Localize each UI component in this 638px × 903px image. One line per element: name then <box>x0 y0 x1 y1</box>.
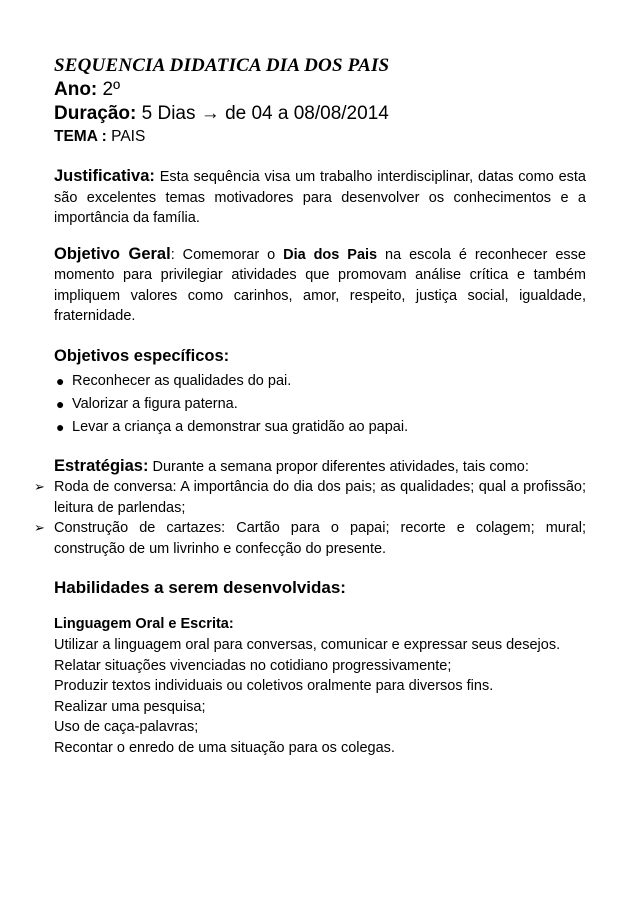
bullet-icon: ● <box>56 372 65 389</box>
ano-line <box>54 78 586 102</box>
estrategias-label: Estratégias: <box>54 456 149 475</box>
ano-label: Ano: <box>54 79 98 100</box>
ano-value: 2º <box>102 79 121 100</box>
habilidades-lines <box>54 635 586 758</box>
justificativa-paragraph <box>54 166 586 229</box>
list-item: ● Levar a criança a demonstrar sua gratidão ao papai. <box>54 416 586 439</box>
bullet-icon: ● <box>56 395 65 412</box>
objetivo-geral-bold: Dia dos Pais <box>283 246 378 263</box>
objetivo-geral-paragraph <box>54 244 586 327</box>
tema-value: PAIS <box>111 128 146 145</box>
list-item: ➢ Roda de conversa: A importância do dia dos pais; as qualidades; qual a profissão; leitura de parlendas; <box>34 479 586 516</box>
habilidades-subheading: Linguagem Oral e Escrita: <box>54 616 234 632</box>
duracao-value-prefix: 5 Dias <box>141 103 196 124</box>
document-title: SEQUENCIA DIDATICA DIA DOS PAIS <box>54 55 390 76</box>
duracao-line <box>54 102 586 126</box>
arrowhead-bullet-icon: ➢ <box>34 479 45 494</box>
justificativa-label: Justificativa: <box>54 167 155 185</box>
habilidade-line: Utilizar a linguagem oral para conversas, comunicar e expressar seus desejos. <box>54 637 561 653</box>
duracao-label: Duração: <box>54 103 137 124</box>
objetivos-especificos-list <box>54 370 586 439</box>
objetivo-geral-label: Objetivo Geral <box>54 244 171 263</box>
tema-label: TEMA : <box>54 128 107 145</box>
objetivos-especificos-heading: Objetivos específicos: <box>54 346 230 365</box>
habilidade-line: Recontar o enredo de uma situação para os colegas. <box>54 739 395 756</box>
habilidades-heading: Habilidades a serem desenvolvidas: <box>54 578 346 597</box>
justificativa-text: Esta sequência visa um trabalho interdisciplinar, datas como esta são excelentes temas motivadores para desenvolver os conhecimentos e a importância da família. <box>54 169 586 226</box>
duracao-value-suffix: de 04 a 08/08/2014 <box>225 103 389 124</box>
tema-line <box>54 126 586 148</box>
objetivo-geral-text-after: na escola é reconhecer esse momento para privilegiar atividades que promovam análise crítica e também impliquem valores como carinhos, amor, respeito, justiça social, igualdade, fraternidade. <box>54 246 586 324</box>
list-item: ● Reconhecer as qualidades do pai. <box>54 370 586 393</box>
habilidade-line: Uso de caça-palavras; <box>54 719 199 735</box>
objetivo-geral-text-before: : Comemorar o <box>170 246 276 263</box>
bullet-icon: ● <box>56 418 65 435</box>
habilidade-line: Produzir textos individuais ou coletivos oralmente para diversos fins. <box>54 678 494 694</box>
arrowhead-bullet-icon: ➢ <box>34 520 45 535</box>
habilidade-line: Relatar situações vivenciadas no cotidiano progressivamente; <box>54 657 452 674</box>
list-item: ➢ Construção de cartazes: Cartão para o papai; recorte e colagem; mural; construção de um livrinho e confecção do presente. <box>34 520 586 557</box>
list-item: ● Valorizar a figura paterna. <box>54 393 586 416</box>
estrategias-intro: Durante a semana propor diferentes atividades, tais como: <box>152 458 529 475</box>
estrategias-paragraph <box>54 456 586 478</box>
habilidade-line: Realizar uma pesquisa; <box>54 698 206 715</box>
estrategias-list <box>34 477 586 559</box>
arrow-right-icon: → <box>200 103 220 124</box>
